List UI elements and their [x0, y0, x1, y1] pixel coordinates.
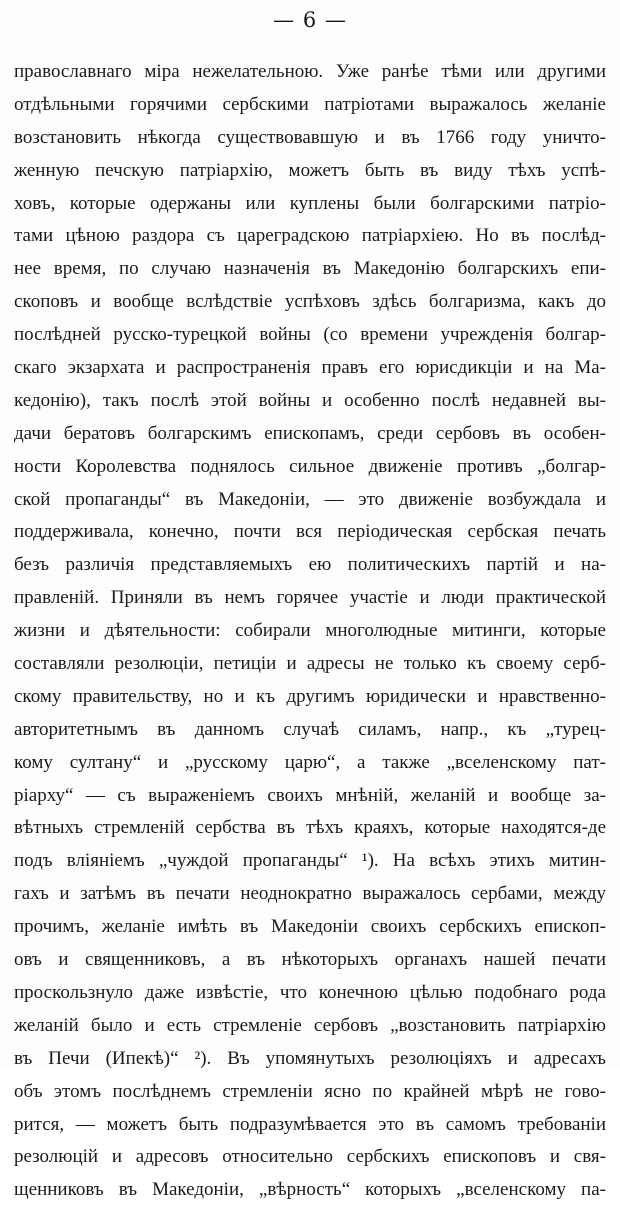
text-line: послѣдней русско-турецкой войны (со времени учрежденія болгар-: [14, 324, 606, 346]
text-line: тами цѣною раздора съ цареградскою патріархіею. Но въ послѣд-: [14, 225, 606, 247]
text-line: прочимъ, желаніе имѣть въ Македоніи своихъ сербскихъ епископ-: [14, 916, 606, 938]
text-line: рится, — можетъ быть подразумѣвается это въ самомъ требованіи: [14, 1113, 606, 1135]
text-line: скоповъ и вообще вслѣдствіе успѣховъ здѣсь болгаризма, какъ до: [14, 291, 606, 313]
text-line: кому султану“ и „русскому царю“, а также „вселенскому пат-: [14, 751, 606, 773]
page-number: — 6 —: [273, 8, 347, 32]
text-line: резолюцій и адресовъ относительно сербскихъ епископовъ и свя-: [14, 1146, 606, 1168]
text-line: ской пропаганды“ въ Македоніи, — это движеніе возбуждала и: [14, 488, 606, 510]
text-line: православнаго міра нежелательною. Уже ранѣе тѣми или другими: [14, 61, 606, 82]
text-line: отдѣльными горячими сербскими патріотами выражалось желаніе: [14, 93, 606, 115]
text-line: безъ различія представляемыхъ ею политическихъ партій и на-: [14, 554, 606, 576]
text-line: жизни и дѣятельности: собирали многолюдные митинги, которые: [14, 620, 606, 642]
text-line: подъ вліяніемъ „чуждой пропаганды“ ¹). На всѣхъ этихъ митин-: [14, 850, 606, 872]
text-line: правленій. Приняли въ немъ горячее участіе и люди практической: [14, 587, 606, 609]
text-line: проскользнуло даже извѣстіе, что конечною цѣлью подобнаго рода: [14, 981, 606, 1003]
text-line: нее время, по случаю назначенія въ Македонію болгарскихъ епи-: [14, 258, 606, 280]
text-line: составляли резолюціи, петиціи и адресы не только къ своему серб-: [14, 653, 606, 675]
text-line: возстановить нѣкогда существовавшую и въ 1766 году уничто-: [14, 126, 606, 148]
text-line: овъ и священниковъ, а въ нѣкоторыхъ органахъ нашей печати: [14, 949, 606, 971]
text-line: ріарху“ — съ выраженіемъ своихъ мнѣній, желаній и вообще за-: [14, 784, 606, 806]
text-line: скому правительству, но и къ другимъ юридически и нравственно-: [14, 685, 606, 707]
text-line: въ Печи (Ипекѣ)“ ²). Въ упомянутыхъ резолюціяхъ и адресахъ: [14, 1047, 606, 1069]
text-line: ховъ, которые одержаны или куплены были болгарскими патріо-: [14, 192, 606, 214]
text-line: скаго экзархата и распространенія правъ его юрисдикціи и на Ма-: [14, 357, 606, 379]
text-line: вѣтныхъ стремленій сербства въ тѣхъ краяхъ, которые находятся-де: [14, 817, 606, 839]
text-line: объ этомъ послѣднемъ стремленіи ясно по крайней мѣрѣ не гово-: [14, 1080, 606, 1102]
text-line: поддерживала, конечно, почти вся періодическая сербская печать: [14, 521, 606, 543]
text-line: желаній было и есть стремленіе сербовъ „возстановить патріархію: [14, 1014, 606, 1036]
text-line: ности Королевства поднялось сильное движеніе противъ „болгар-: [14, 455, 606, 477]
text-line: дачи бератовъ болгарскимъ епископамъ, среди сербовъ въ особен-: [14, 422, 606, 444]
text-line: авторитетнымъ въ данномъ случаѣ силамъ, напр., къ „турец-: [14, 718, 606, 740]
text-line: щенниковъ въ Македоніи, „вѣрность“ которыхъ „вселенскому па-: [14, 1179, 606, 1201]
text-line: гахъ и затѣмъ въ печати неоднократно выражалось сербами, между: [14, 883, 606, 905]
body-text: [14, 56, 606, 1207]
text-line: кедонію), такъ послѣ этой войны и особенно послѣ недавней вы-: [14, 389, 606, 411]
text-line: женную печскую патріархію, можетъ быть въ виду тѣхъ успѣ-: [14, 159, 606, 181]
